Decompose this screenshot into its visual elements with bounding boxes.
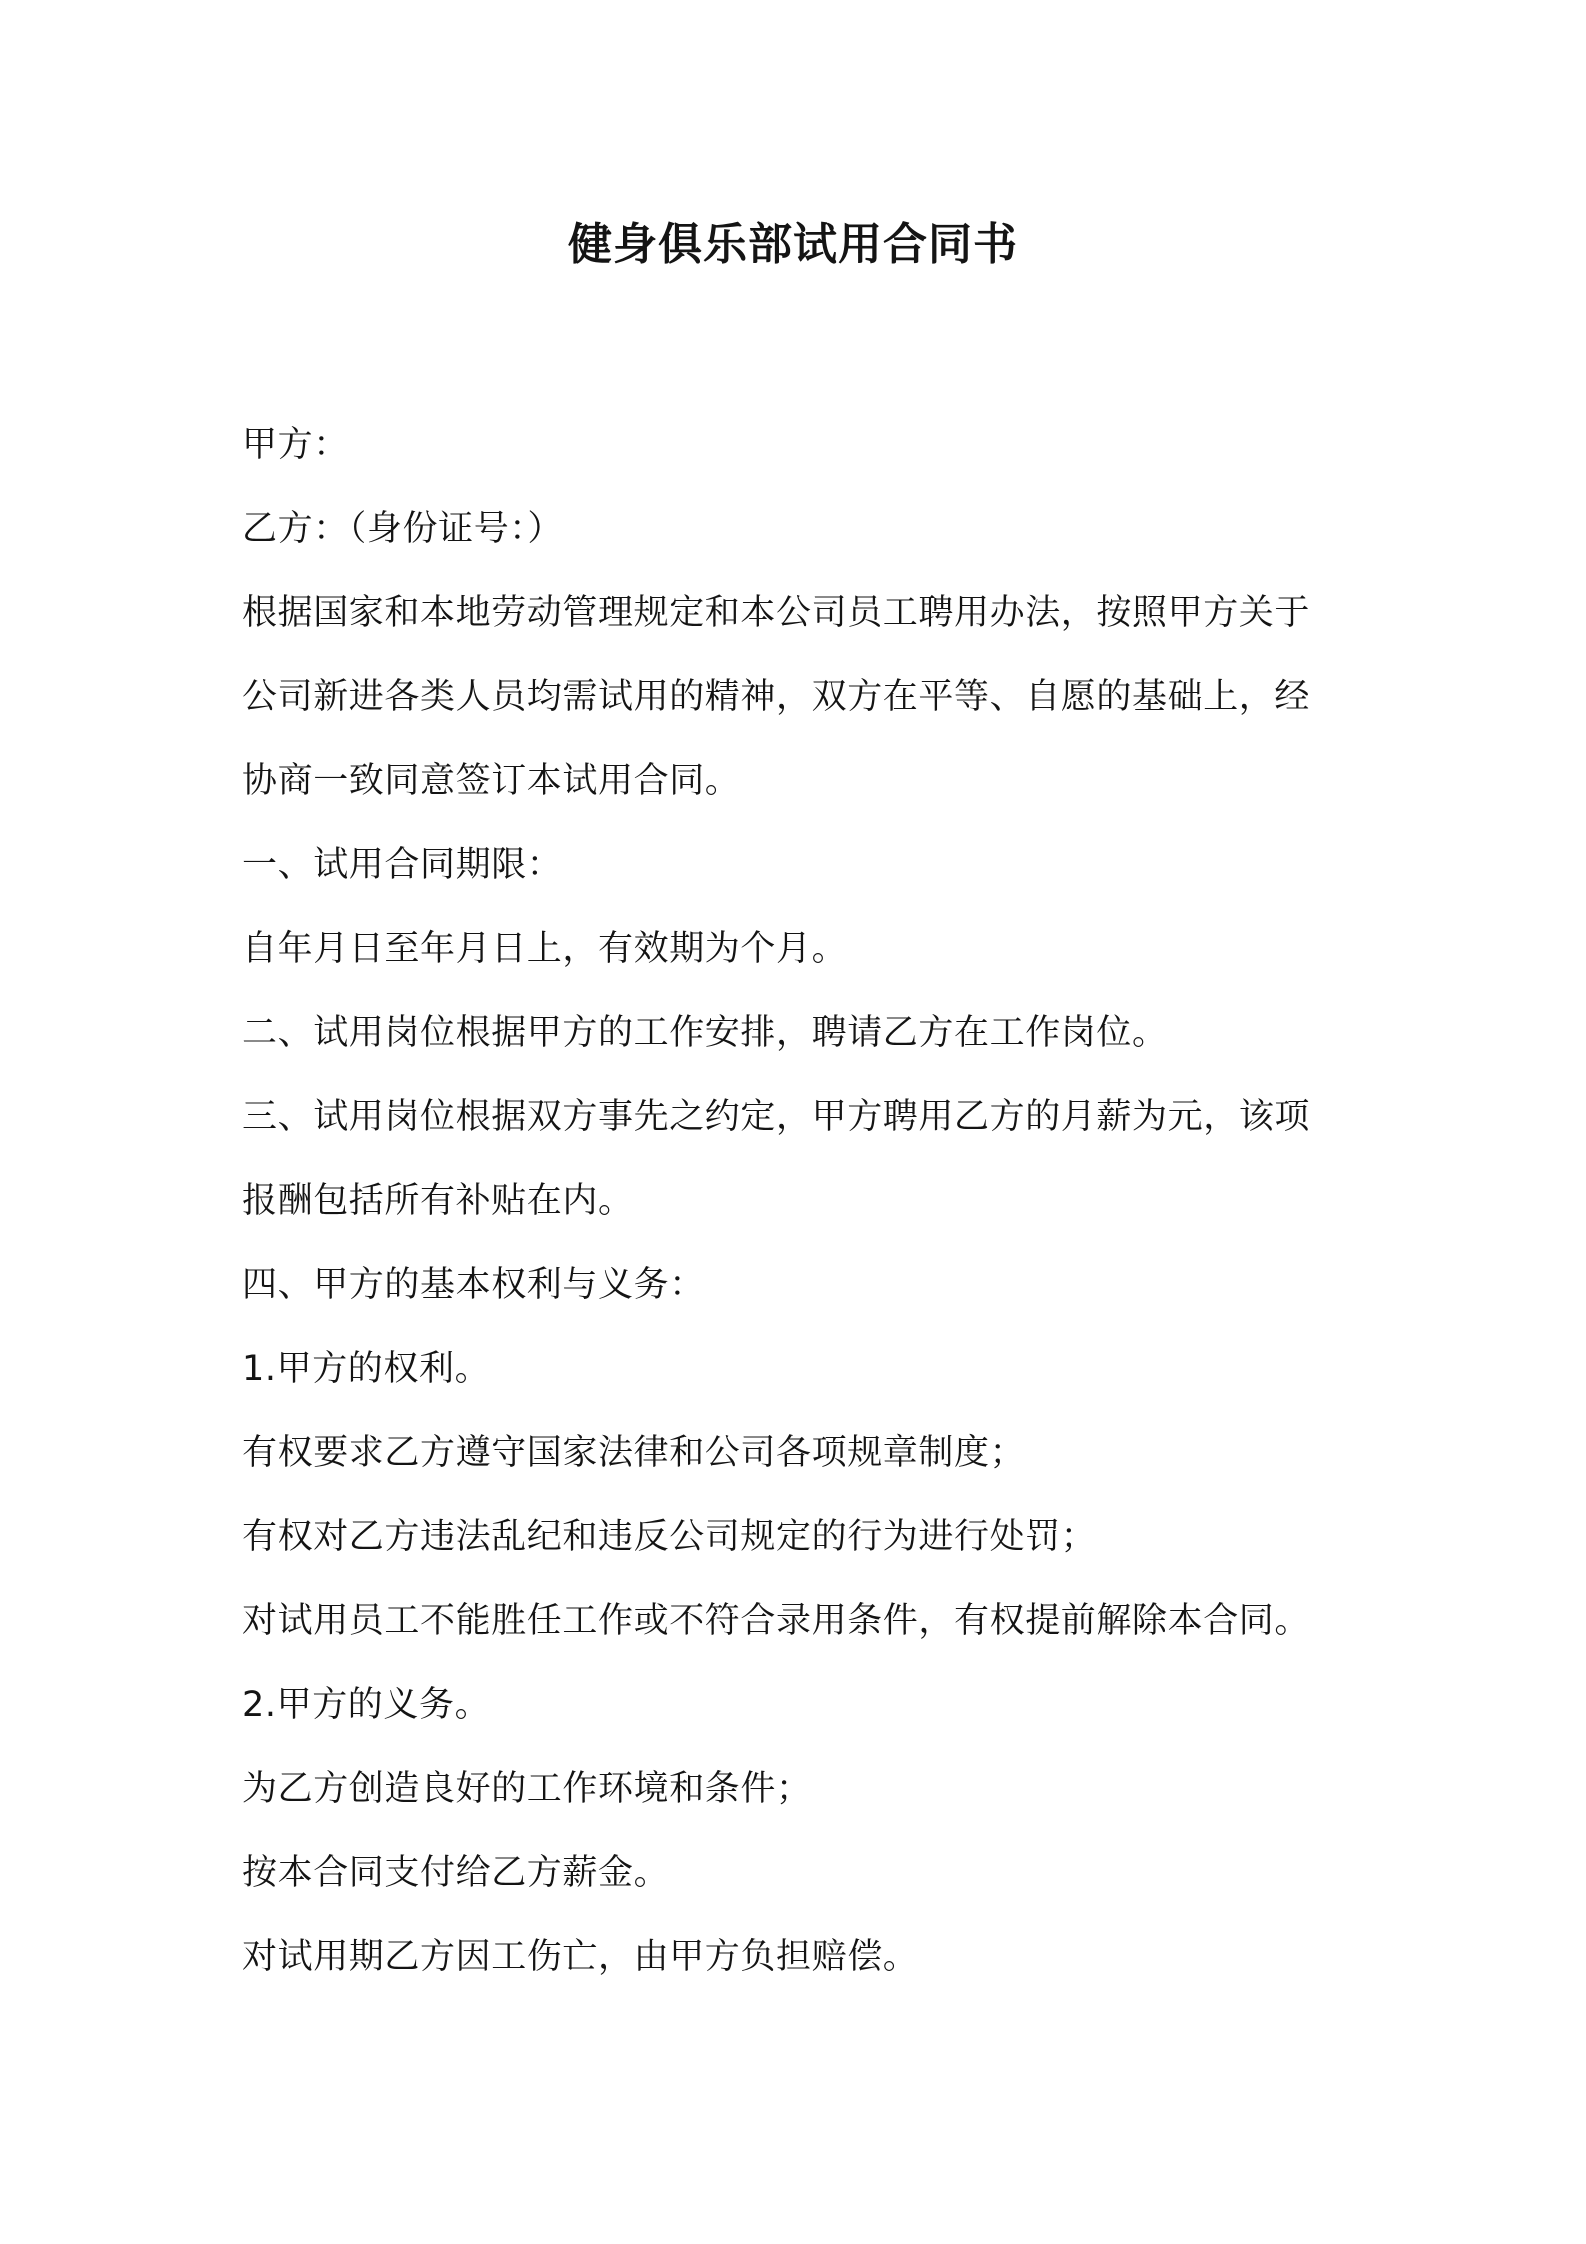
party-a-duty-3: 对试用期乙方因工伤亡，由甲方负担赔偿。 <box>242 1937 919 1977</box>
section-2-position: 二、试用岗位根据甲方的工作安排，聘请乙方在工作岗位。 <box>242 1013 1168 1053</box>
preamble-line-3: 协商一致同意签订本试用合同。 <box>242 761 741 801</box>
party-a-right-3: 对试用员工不能胜任工作或不符合录用条件，有权提前解除本合同。 <box>242 1601 1311 1641</box>
party-a-rights-heading: 1.甲方的权利。 <box>242 1349 491 1389</box>
section-1-heading: 一、试用合同期限： <box>242 845 563 885</box>
party-a-duty-1: 为乙方创造良好的工作环境和条件； <box>242 1769 812 1809</box>
section-3-salary-line-2: 报酬包括所有补贴在内。 <box>242 1181 634 1221</box>
section-3-salary-line-1: 三、试用岗位根据双方事先之约定，甲方聘用乙方的月薪为元，该项 <box>242 1097 1311 1137</box>
party-b-line: 乙方：（身份证号：） <box>242 509 564 549</box>
party-a-right-1: 有权要求乙方遵守国家法律和公司各项规章制度； <box>242 1433 1026 1473</box>
section-1-term: 自年月日至年月日上，有效期为个月。 <box>242 929 848 969</box>
document-title: 健身俱乐部试用合同书 <box>568 219 1018 270</box>
party-a-duty-2: 按本合同支付给乙方薪金。 <box>242 1853 670 1893</box>
party-a-right-2: 有权对乙方违法乱纪和违反公司规定的行为进行处罚； <box>242 1517 1097 1557</box>
section-4-heading: 四、甲方的基本权利与义务： <box>242 1265 705 1305</box>
preamble-line-1: 根据国家和本地劳动管理规定和本公司员工聘用办法，按照甲方关于 <box>242 593 1311 633</box>
preamble-line-2: 公司新进各类人员均需试用的精神，双方在平等、自愿的基础上，经 <box>242 677 1311 717</box>
party-a-duties-heading: 2.甲方的义务。 <box>242 1685 491 1725</box>
document-body <box>242 403 1362 1999</box>
party-a-line: 甲方： <box>242 425 349 465</box>
